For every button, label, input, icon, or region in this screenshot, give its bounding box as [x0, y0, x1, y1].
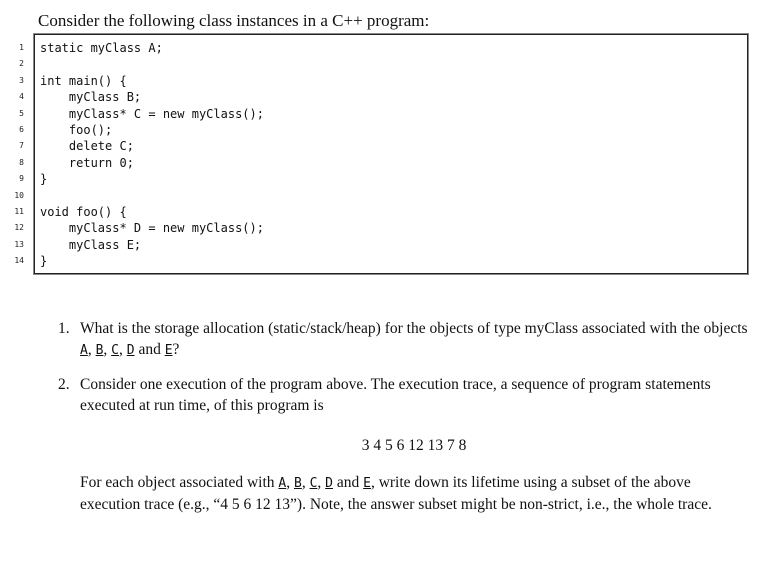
line-number: 13 [14, 239, 24, 249]
object-d: D [126, 343, 135, 358]
code-line [0, 122, 783, 138]
question-1-end: ? [172, 341, 180, 358]
code-line [0, 253, 783, 269]
line-number: 9 [19, 174, 24, 184]
code-line [0, 188, 783, 204]
code-text: myClass E; [40, 237, 142, 252]
code-text: void foo() { [40, 205, 127, 219]
line-number: 1 [19, 43, 24, 52]
code-line [0, 237, 783, 253]
separator: , [286, 474, 294, 491]
code-text: return 0; [40, 155, 134, 170]
question-2-para-post: , write down its lifetime using a subset of the above execution trace (e.g., “4 5 6 12 13”). Note, the answer subset might be non-strict, i.e., the whole trace. [80, 474, 712, 513]
intro-text: Consider the following class instances in a C++ program: [38, 11, 430, 30]
code-text: myClass* D = new myClass(); [40, 221, 264, 236]
separator: and [332, 474, 364, 491]
question-list [58, 318, 748, 515]
separator: , [317, 474, 326, 491]
line-number: 6 [19, 125, 24, 134]
code-line [0, 40, 783, 56]
code-line [0, 106, 783, 122]
code-text: int main() { [40, 73, 127, 88]
object-a: A [80, 343, 88, 358]
question-2 [58, 374, 748, 515]
line-number: 10 [14, 190, 24, 200]
object-b: B [95, 343, 104, 358]
code-line [0, 89, 783, 105]
code-text: delete C; [40, 139, 134, 154]
line-number: 8 [19, 157, 24, 167]
line-number: 2 [19, 59, 24, 69]
separator: and [134, 341, 165, 358]
object-e: E [363, 476, 371, 491]
question-2-number: 2. [58, 376, 70, 393]
line-number: 4 [19, 92, 24, 102]
code-line [0, 155, 783, 171]
object-c: C [111, 343, 119, 358]
code-line [0, 171, 783, 187]
line-number: 7 [19, 141, 24, 151]
question-2-text: Consider one execution of the program above. The execution trace, a sequence of program statements executed at run time, of this program is [80, 376, 711, 414]
code-text: static myClass A; [40, 41, 163, 55]
object-e: E [164, 343, 173, 358]
line-number: 3 [19, 75, 24, 85]
object-c: C [309, 476, 318, 491]
line-number: 12 [14, 223, 24, 233]
question-2-paragraph [80, 472, 748, 515]
line-number: 11 [14, 207, 24, 216]
code-text: foo(); [40, 123, 113, 137]
separator: , [301, 474, 310, 491]
code-line [0, 138, 783, 154]
code-line [0, 204, 783, 220]
question-2-para-pre: For each object associated with [80, 474, 275, 491]
code-line [0, 56, 783, 72]
code-text: myClass* C = new myClass(); [40, 106, 264, 121]
code-text: myClass B; [40, 90, 142, 105]
separator: , [118, 341, 127, 358]
code-text: } [40, 254, 48, 269]
execution-trace: 3 4 5 6 12 13 7 8 [361, 437, 467, 454]
code-line [0, 73, 783, 89]
object-b: B [294, 476, 302, 491]
object-a: A [278, 476, 287, 491]
separator: , [87, 341, 96, 358]
line-number: 14 [14, 256, 24, 266]
question-1 [58, 318, 748, 361]
line-number: 5 [19, 108, 24, 118]
question-1-number: 1. [58, 320, 70, 337]
code-text: } [40, 172, 48, 187]
separator: , [103, 341, 112, 358]
code-line [0, 220, 783, 236]
object-d: D [325, 476, 333, 491]
question-1-text: What is the storage allocation (static/stack/heap) for the objects of type myClass associated with the objects [80, 320, 748, 337]
